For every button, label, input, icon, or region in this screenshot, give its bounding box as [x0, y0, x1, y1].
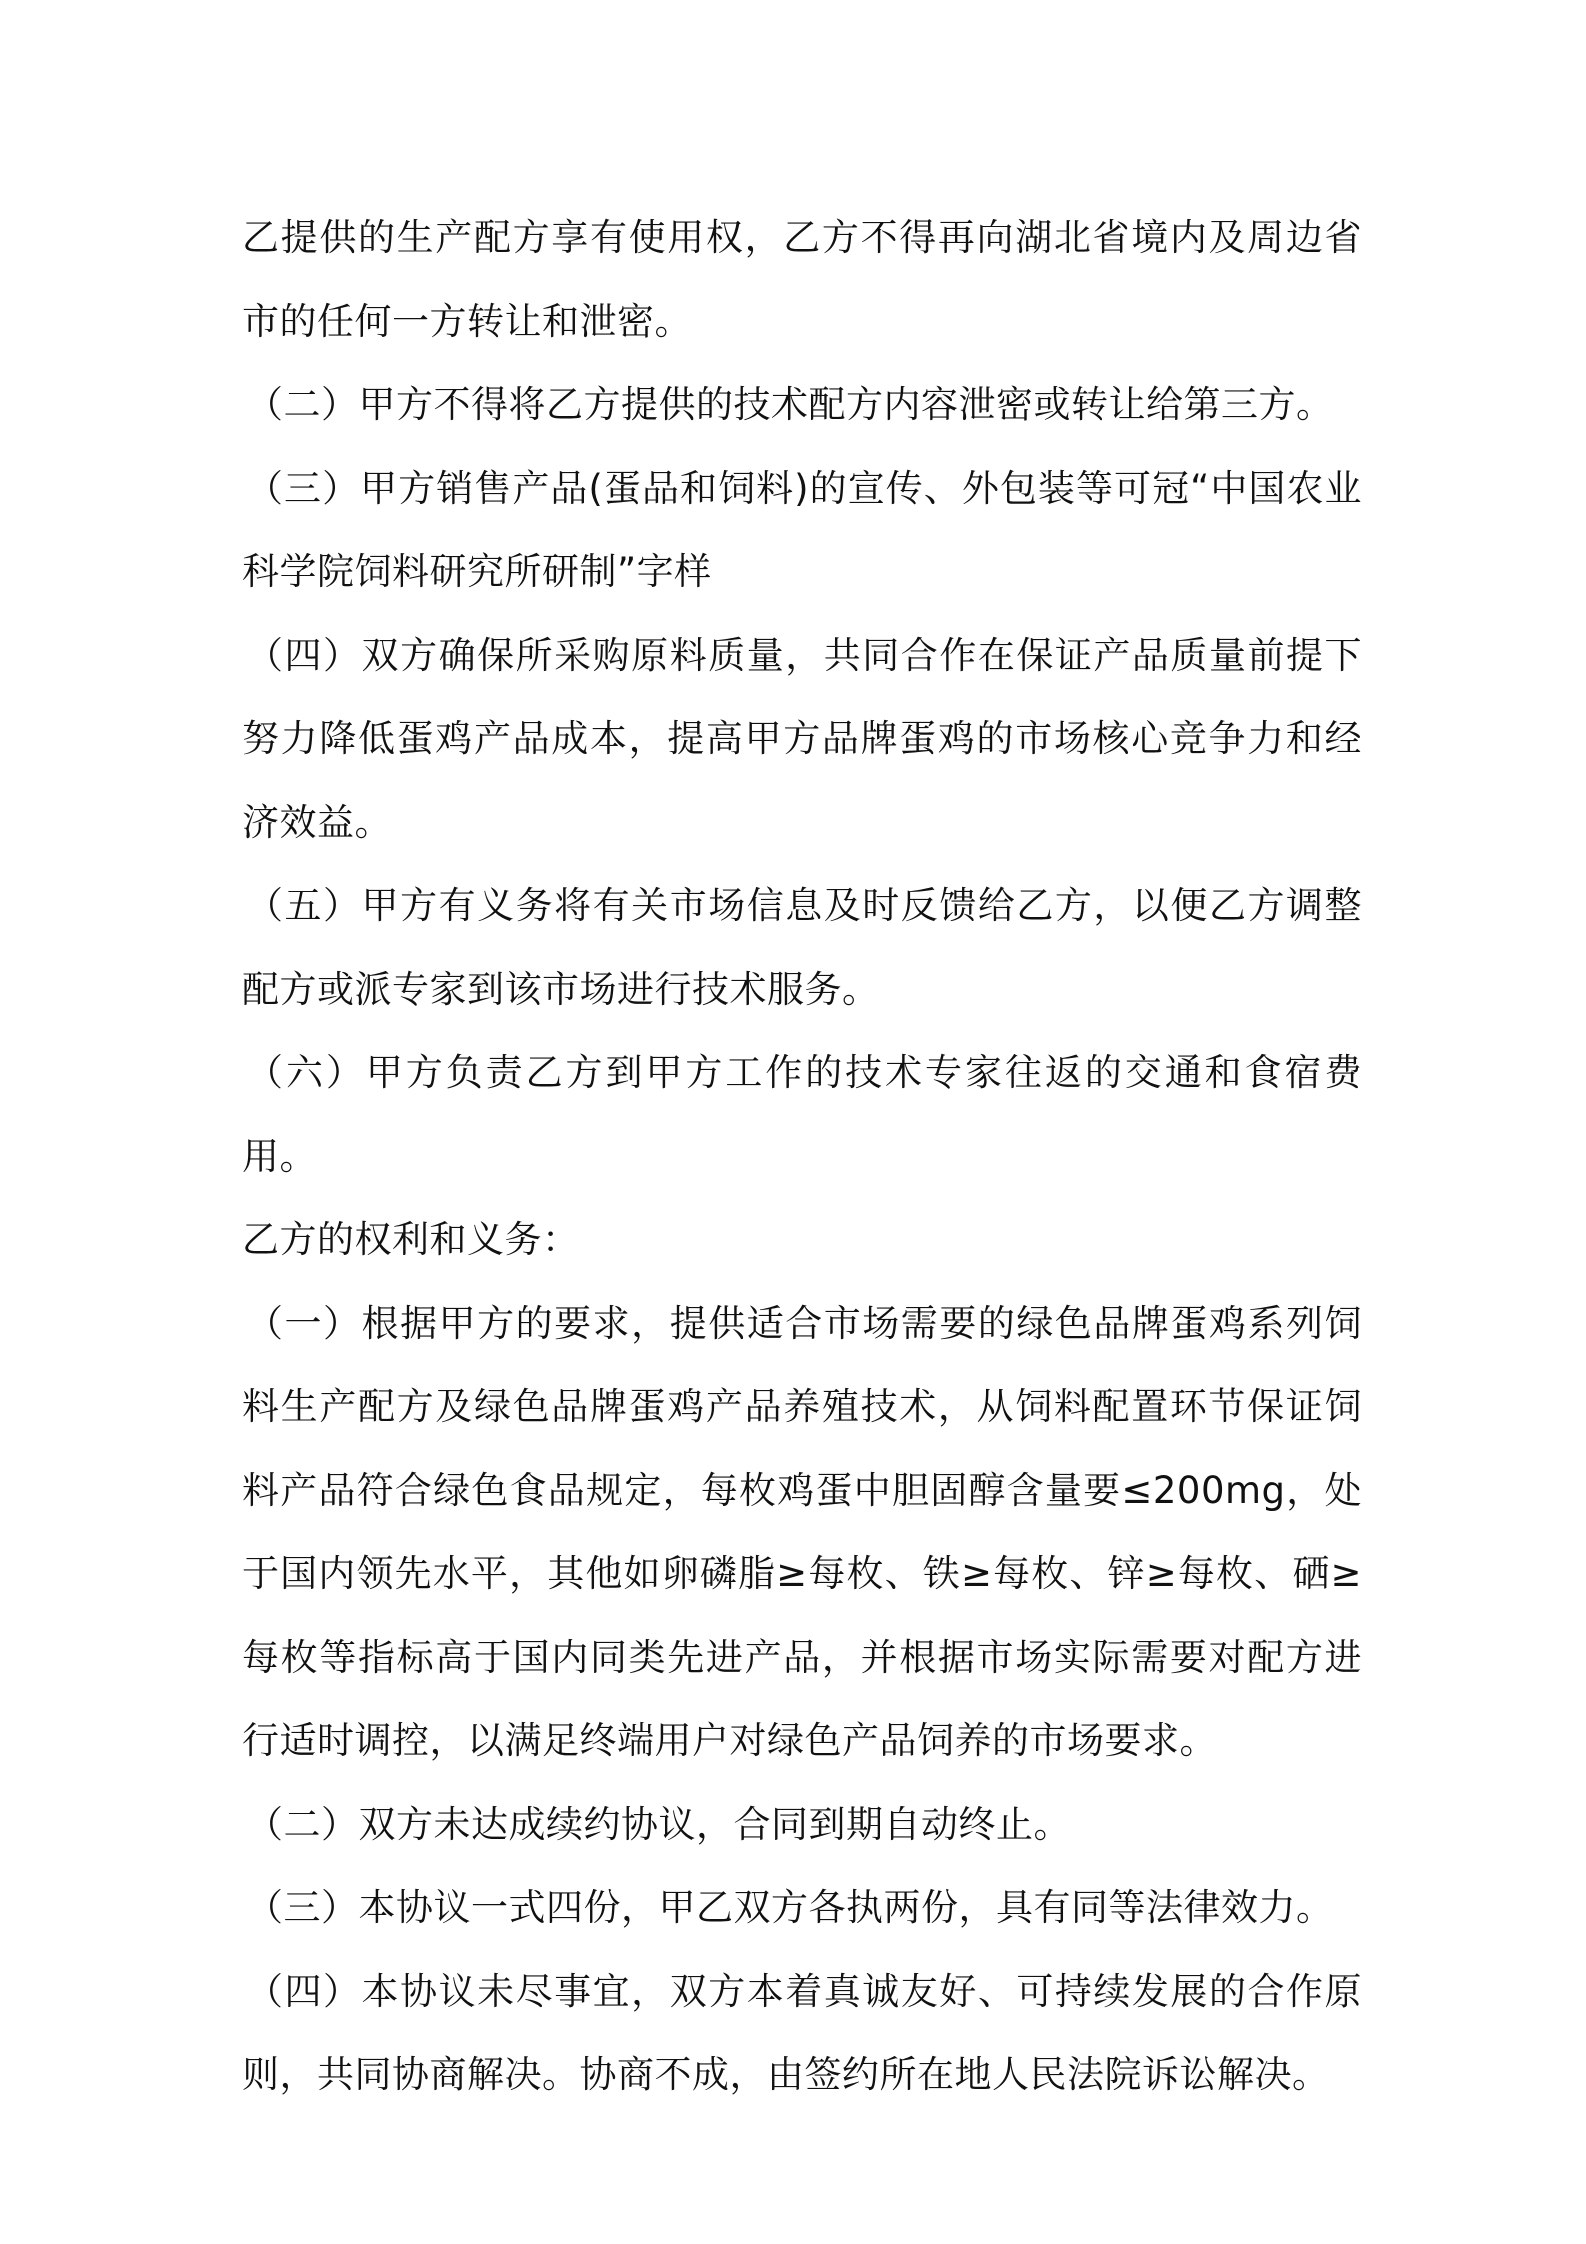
paragraph-party-a-clause-2: （二）甲方不得将乙方提供的技术配方内容泄密或转让给第三方。 — [246, 383, 1334, 426]
paragraph-party-b-clause-2: （二）双方未达成续约协议，合同到期自动终止。 — [246, 1802, 1071, 1846]
paragraph-party-b-clause-3: （三）本协议一式四份，甲乙双方各执两份，具有同等法律效力。 — [246, 1886, 1334, 1929]
paragraph-usage-rights: 乙提供的生产配方享有使用权，乙方不得再向湖北省境内及周边省市的任何一方转让和泄密。 — [242, 216, 1362, 343]
paragraph-party-a-clause-6: （六）甲方负责乙方到甲方工作的技术专家往返的交通和食宿费用。 — [242, 1051, 1362, 1178]
paragraph-party-a-clause-4: （四）双方确保所采购原料质量，共同合作在保证产品质量前提下努力降低蛋鸡产品成本，提高甲方品牌蛋鸡的市场核心竞争力和经济效益。 — [242, 633, 1362, 844]
paragraph-party-b-clause-1: （一）根据甲方的要求，提供适合市场需要的绿色品牌蛋鸡系列饲料生产配方及绿色品牌蛋鸡产品养殖技术，从饲料配置环节保证饲料产品符合绿色食品规定，每枚鸡蛋中胆固醇含量要≤200mg，处于国内领先水平，其他如卵磷脂≥每枚、铁≥每枚、锌≥每枚、硒≥每枚等指标高于国内同类先进产品，并根据市场实际需要对配方进行适时调控，以满足终端用户对绿色产品饲养的市场要求。 — [242, 1301, 1362, 1762]
section-heading-party-b: 乙方的权利和义务： — [242, 1218, 580, 1261]
document-body — [242, 196, 1362, 2117]
paragraph-party-a-clause-5: （五）甲方有义务将有关市场信息及时反馈给乙方，以便乙方调整配方或派专家到该市场进行技术服务。 — [242, 884, 1362, 1011]
paragraph-party-a-clause-3: （三）甲方销售产品(蛋品和饲料)的宣传、外包装等可冠“中国农业科学院饲料研究所研制”字样 — [242, 466, 1362, 593]
paragraph-party-b-clause-4: （四）本协议未尽事宜，双方本着真诚友好、可持续发展的合作原则，共同协商解决。协商不成，由签约所在地人民法院诉讼解决。 — [242, 1969, 1362, 2096]
